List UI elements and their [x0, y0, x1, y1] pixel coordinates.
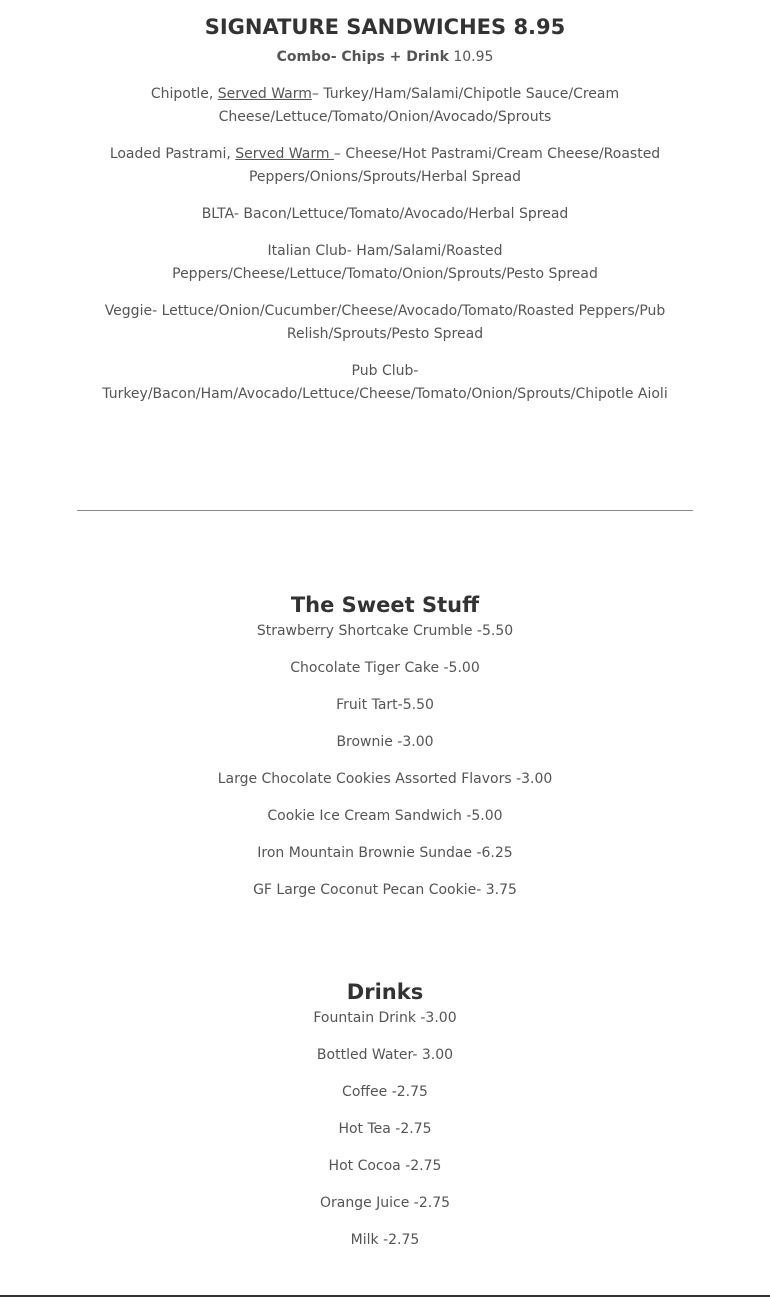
sandwich-name: Chipotle,	[150, 86, 218, 102]
served-warm-note: Served Warm	[217, 86, 312, 102]
sweet-section	[77, 590, 693, 916]
dessert-item: Large Chocolate Cookies Assorted Flavors -3.00	[217, 771, 553, 787]
drinks-list	[77, 1007, 693, 1252]
drink-item: Fountain Drink -3.00	[313, 1010, 457, 1026]
sandwich-list	[77, 83, 693, 406]
sandwich-item: Italian Club- Ham/Salami/Roasted Peppers/Cheese/Lettuce/Tomato/Onion/Sprouts/Pesto Spread	[172, 243, 598, 282]
drink-item: Orange Juice -2.75	[319, 1195, 451, 1211]
combo-line	[77, 46, 693, 69]
section-divider	[77, 510, 693, 511]
combo-label: Combo- Chips + Drink	[276, 49, 449, 65]
sandwich-item	[77, 143, 693, 189]
dessert-item: Chocolate Tiger Cake -5.00	[290, 660, 480, 676]
dessert-item: Fruit Tart-5.50	[336, 697, 434, 713]
served-warm-note: Served Warm	[235, 146, 334, 162]
sandwich-item: Veggie- Lettuce/Onion/Cucumber/Cheese/Avocado/Tomato/Roasted Peppers/Pub Relish/Sprouts/Pesto Spread	[104, 303, 666, 342]
sweet-list	[77, 620, 693, 902]
sandwiches-section	[77, 0, 693, 406]
sweet-title: The Sweet Stuff	[290, 593, 480, 617]
dessert-item: Strawberry Shortcake Crumble -5.50	[256, 623, 514, 639]
drinks-section	[77, 977, 693, 1266]
sandwich-item	[77, 83, 693, 129]
drink-item: Hot Tea -2.75	[338, 1121, 432, 1137]
sandwich-ingredients: – Cheese/Hot Pastrami/Cream Cheese/Roasted Peppers/Onions/Sprouts/Herbal Spread	[248, 146, 661, 185]
dessert-item: Iron Mountain Brownie Sundae -6.25	[257, 845, 513, 861]
sandwich-item: Pub Club- Turkey/Bacon/Ham/Avocado/Lettuce/Cheese/Tomato/Onion/Sprouts/Chipotle Aioli	[102, 363, 668, 402]
sandwich-item: BLTA- Bacon/Lettuce/Tomato/Avocado/Herbal Spread	[201, 206, 569, 222]
drinks-title: Drinks	[346, 980, 424, 1004]
dessert-item: GF Large Coconut Pecan Cookie- 3.75	[253, 882, 517, 898]
sandwich-name: Loaded Pastrami,	[109, 146, 236, 162]
dessert-item: Cookie Ice Cream Sandwich -5.00	[267, 808, 503, 824]
drink-item: Coffee -2.75	[342, 1084, 428, 1100]
combo-price: 10.95	[448, 49, 494, 65]
drink-item: Hot Cocoa -2.75	[328, 1158, 442, 1174]
sandwich-ingredients: – Turkey/Ham/Salami/Chipotle Sauce/Cream Cheese/Lettuce/Tomato/Onion/Avocado/Sprouts	[218, 86, 620, 125]
drink-item: Bottled Water- 3.00	[316, 1047, 454, 1063]
dessert-item: Brownie -3.00	[336, 734, 434, 750]
sandwiches-title: SIGNATURE SANDWICHES 8.95	[204, 15, 566, 39]
drink-item: Milk -2.75	[350, 1232, 420, 1248]
